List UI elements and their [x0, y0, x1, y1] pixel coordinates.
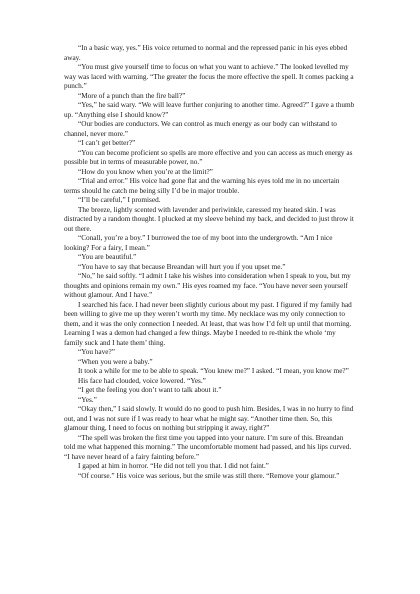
paragraph: “I get the feeling you don’t want to talk about it.”: [78, 386, 222, 394]
paragraph: “I can’t get better?”: [78, 139, 136, 147]
paragraph: “I’ll be careful,” I promised.: [78, 196, 161, 204]
paragraph: “You have?”: [78, 348, 115, 356]
paragraph: It took a while for me to be able to speak. “You knew me?” I asked. “I mean, you know me?”: [78, 367, 349, 375]
paragraph: “You have to say that because Breandan will hurt you if you upset me.”: [78, 262, 286, 271]
paragraph: “Yes.”: [78, 395, 97, 404]
paragraph: The breeze, lightly scented with lavender and periwinkle, caressed my heated skin. I was distracted by a random thought. I plucked at my sleeve behind my back, and decided to just throw it out there.: [64, 205, 354, 233]
paragraph: “You are beautiful.”: [78, 253, 137, 261]
paragraph: I gaped at him in horror. “He did not tell you that. I did not faint.”: [78, 462, 269, 470]
paragraph: “No,” he said softly. “I admit I take his wishes into consideration when I speak to you, but my thoughts and opinions remain my own.” His eyes roamed my face. “You have never seen yourself without glamour. And I have.”: [64, 272, 351, 299]
paragraph: “Conall, you’re a boy.” I burrowed the toe of my boot into the undergrowth. “Am I nice looking? For a fairy, I mean.”: [64, 234, 333, 252]
paragraph: “The spell was broken the first time you tapped into your nature. I’m sure of this. Breandan told me what happened this morning.” The uncomfortable moment had passed, and his lips curved. “I have never heard of a fairy fainting before.”: [64, 433, 352, 461]
paragraph: “In a basic way, yes.” His voice returned to normal and the repressed panic in his eyes ebbed away.: [64, 44, 348, 62]
paragraph: “You must give yourself time to focus on what you want to achieve.” The looked levelled my way was laced with warning. “The greater the focus the more effective the spell. It comes packing a punch.”: [64, 63, 354, 90]
paragraph: “More of a punch than the fire ball?”: [78, 91, 186, 100]
paragraph: “Our bodies are conductors. We can control as much energy as our body can withstand to channel, never more.”: [64, 120, 337, 138]
paragraph: “Trial and error.” His voice had gone flat and the warning his eyes told me in no uncertain terms should he catch me being silly I’d be in major trouble.: [64, 177, 340, 195]
paragraph: “When you were a baby.”: [78, 357, 153, 366]
paragraph: “You can become proficient so spells are more effective and you can access as much energy as possible but in terms of measurable power, no.”: [64, 148, 353, 166]
paragraph: “Okay then,” I said slowly. It would do no good to push him. Besides, I was in no hurry to find out, and I was not sure if I was ready to hear what he might say. “Another time then. So, this glamour thing, I need to focus on nothing but stripping it away, right?”: [64, 405, 354, 432]
paragraph: “How do you know when you’re at the limit?”: [78, 167, 213, 176]
paragraph: “Yes,” he said wary. “We will leave further conjuring to another time. Agreed?” I gave a thumb up. “Anything else I should know?”: [64, 101, 355, 119]
paragraph: His face had clouded, voice lowered. “Yes.”: [78, 376, 206, 385]
paragraph: I searched his face. I had never been slightly curious about my past. I figured if my family had been willing to give me up they weren’t worth my time. My necklace was my only connection to them, and it was the only connection I needed. At least, that was how I’d felt up until that morning. Learning I was a demon had changed a few things. Maybe I needed to re-think the whole ‘my family suck and I hate them’ thing.: [64, 300, 352, 347]
paragraph: “Of course.” His voice was serious, but the smile was still there. “Remove your glamour.”: [78, 471, 340, 480]
